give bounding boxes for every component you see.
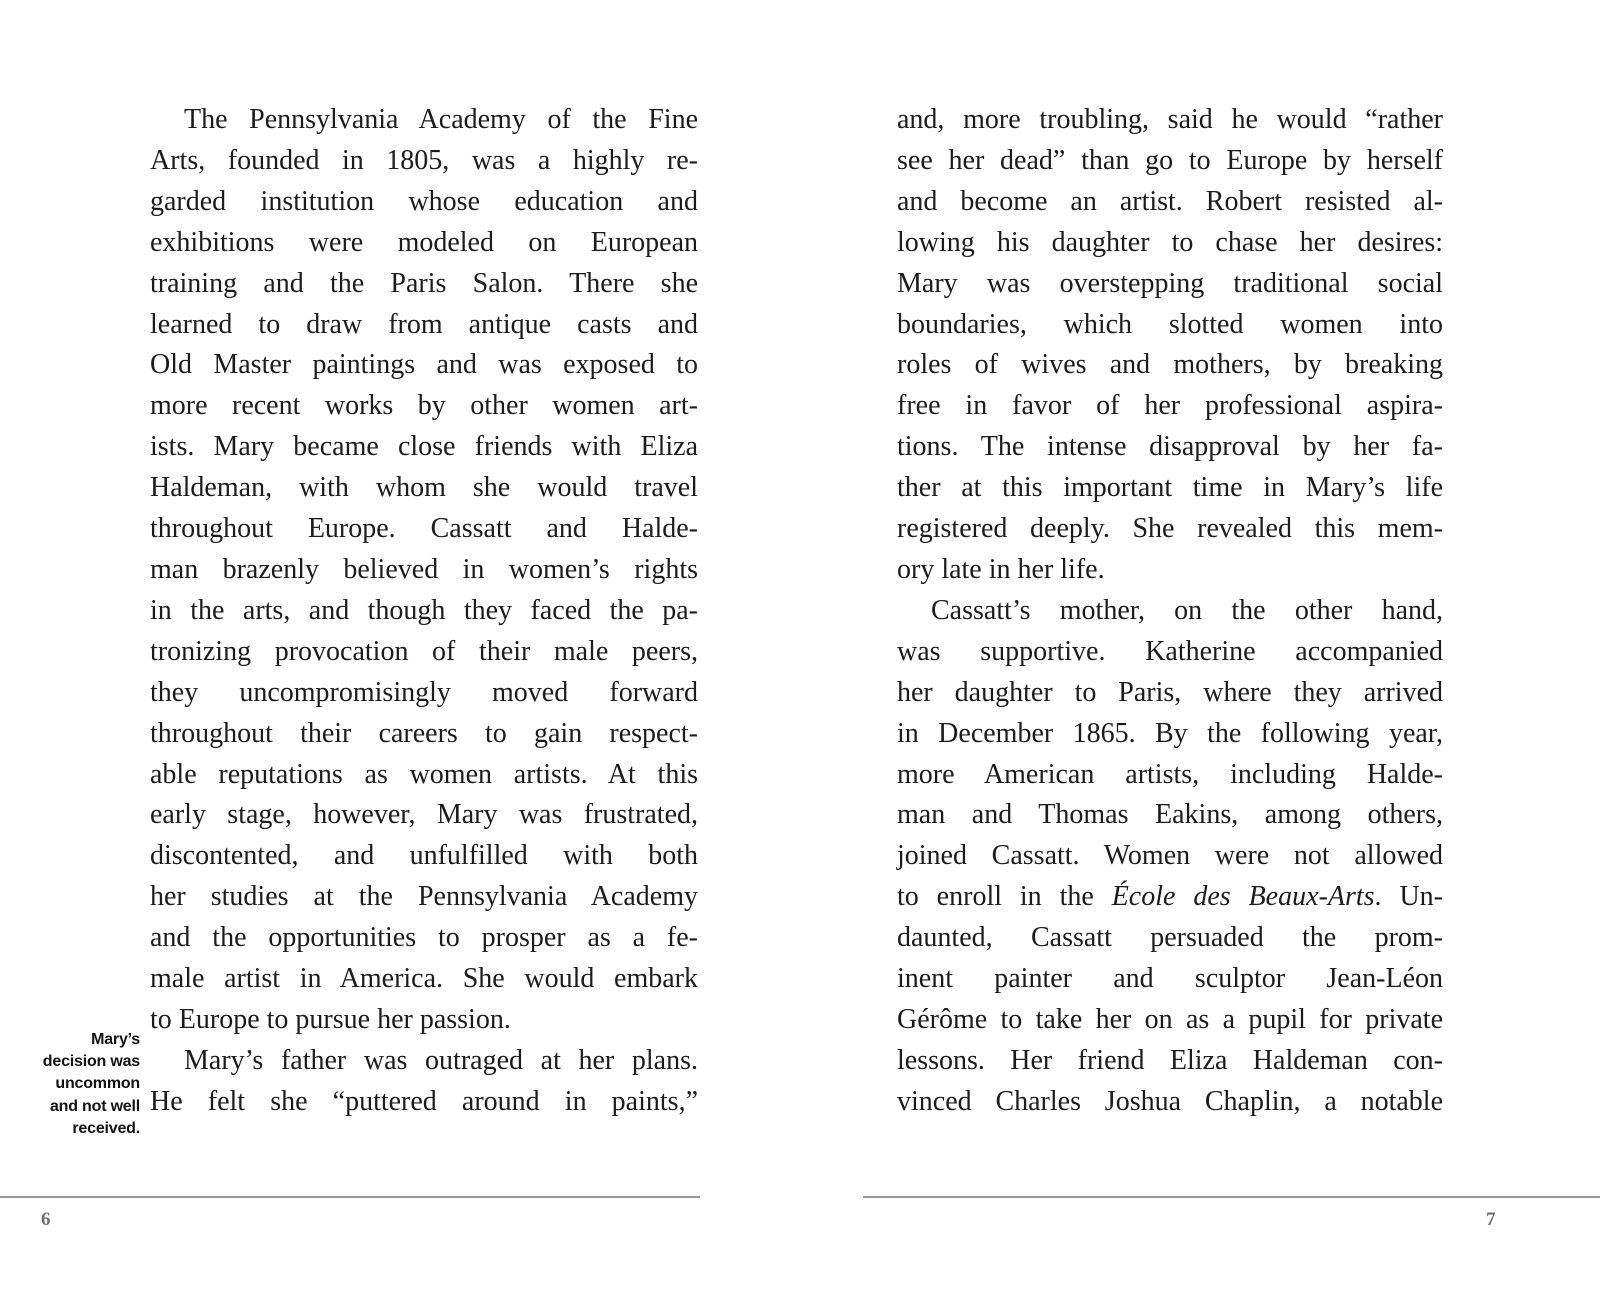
text-line [150, 468, 698, 509]
text-segment: man and Thomas Eakins, among others, [897, 799, 1443, 831]
text-line [897, 1000, 1443, 1041]
text-line [150, 632, 698, 673]
text-segment: . Un- [1374, 881, 1443, 913]
text-segment: and not well [49, 1097, 140, 1115]
text-segment: to enroll in the [897, 881, 1112, 913]
text-line [150, 836, 698, 877]
text-line [897, 836, 1443, 877]
text-line [897, 223, 1443, 264]
text-line [897, 264, 1443, 305]
text-line [897, 959, 1443, 1000]
text-line [150, 673, 698, 714]
text-segment: free in favor of her professional aspira- [897, 390, 1443, 422]
text-segment: uncommon [55, 1075, 140, 1093]
text-line [150, 223, 698, 264]
left-page-number: 6 [41, 1209, 51, 1230]
text-line [150, 1041, 698, 1082]
text-line [897, 305, 1443, 346]
text-line [897, 182, 1443, 223]
text-line [150, 427, 698, 468]
right-page-body-text [897, 100, 1443, 1123]
text-segment: decision was [42, 1053, 140, 1071]
text-line [897, 918, 1443, 959]
text-line [897, 632, 1443, 673]
text-segment: throughout Europe. Cassatt and Halde- [150, 513, 698, 545]
text-line [897, 1041, 1443, 1082]
text-line [150, 1000, 698, 1041]
text-line [897, 427, 1443, 468]
text-line [150, 714, 698, 755]
text-segment: ther at this important time in Mary’s life [897, 472, 1443, 504]
text-segment: Gérôme to take her on as a pupil for private [897, 1003, 1443, 1035]
text-segment: man brazenly believed in women’s rights [150, 553, 698, 585]
text-segment: The Pennsylvania Academy of the Fine [184, 104, 698, 135]
text-line [897, 550, 1443, 591]
text-segment: and become an artist. Robert resisted al- [897, 185, 1443, 217]
text-segment: received. [72, 1119, 140, 1137]
text-line [897, 877, 1443, 918]
text-line [897, 714, 1443, 755]
text-segment: garded institution whose education and [150, 185, 698, 217]
text-segment: lessons. Her friend Eliza Haldeman con- [897, 1044, 1443, 1076]
text-segment: Cassatt’s mother, on the other hand, [931, 594, 1443, 626]
text-line [897, 468, 1443, 509]
text-segment: and the opportunities to prosper as a fe- [150, 922, 698, 954]
text-line [897, 591, 1443, 632]
text-segment: Mary was overstepping traditional social [897, 267, 1443, 299]
text-line [150, 141, 698, 182]
text-line [150, 918, 698, 959]
text-segment: joined Cassatt. Women were not allowed [897, 840, 1443, 872]
text-line [150, 100, 698, 141]
text-line [897, 755, 1443, 796]
text-segment: discontented, and unfulfilled with both [150, 840, 698, 872]
text-segment: Mary’s [91, 1031, 140, 1048]
text-line [26, 1051, 140, 1073]
text-line [26, 1118, 140, 1140]
text-segment: vinced Charles Joshua Chaplin, a notable [897, 1085, 1443, 1117]
text-segment: boundaries, which slotted women into [897, 308, 1443, 340]
text-line [150, 264, 698, 305]
text-line [897, 509, 1443, 550]
text-line [150, 182, 698, 223]
right-page-number: 7 [1486, 1209, 1496, 1230]
text-line [26, 1073, 140, 1095]
text-segment: her studies at the Pennsylvania Academy [150, 881, 698, 913]
text-segment: lowing his daughter to chase her desires: [897, 226, 1443, 258]
text-segment: roles of wives and mothers, by breaking [897, 349, 1443, 381]
italic-text-segment: École des Beaux-Arts [1111, 881, 1375, 913]
text-line [150, 550, 698, 591]
text-segment: tions. The intense disapproval by her fa- [897, 431, 1443, 463]
text-segment: more recent works by other women art- [150, 390, 698, 422]
text-segment: Old Master paintings and was exposed to [150, 349, 698, 381]
text-line [897, 386, 1443, 427]
page-right [800, 0, 1600, 1300]
text-segment: ists. Mary became close friends with Eliza [150, 431, 698, 463]
text-line [150, 755, 698, 796]
text-line [150, 305, 698, 346]
text-line [150, 509, 698, 550]
text-line [150, 345, 698, 386]
text-line [150, 877, 698, 918]
text-segment: throughout their careers to gain respect- [150, 717, 698, 749]
text-line [26, 1096, 140, 1118]
text-segment: early stage, however, Mary was frustrated, [150, 799, 698, 831]
text-segment: in December 1865. By the following year, [897, 717, 1443, 749]
text-segment: to Europe to pursue her passion. [150, 1003, 511, 1035]
text-line [150, 386, 698, 427]
text-segment: He felt she “puttered around in paints,” [150, 1085, 698, 1117]
text-line [897, 141, 1443, 182]
text-segment: ory late in her life. [897, 553, 1105, 585]
text-line [897, 345, 1443, 386]
text-segment: male artist in America. She would embark [150, 963, 698, 995]
text-segment: see her dead” than go to Europe by herself [897, 144, 1443, 176]
text-line [150, 795, 698, 836]
text-segment: Arts, founded in 1805, was a highly re- [150, 144, 698, 176]
left-page-body-text [150, 100, 698, 1123]
text-segment: in the arts, and though they faced the pa- [150, 594, 698, 626]
text-segment: more American artists, including Halde- [897, 758, 1443, 790]
text-segment: inent painter and sculptor Jean-Léon [897, 963, 1443, 995]
text-line [897, 673, 1443, 714]
text-line [150, 959, 698, 1000]
text-segment: and, more troubling, said he would “rather [897, 104, 1443, 135]
text-segment: her daughter to Paris, where they arrived [897, 676, 1443, 708]
text-segment: Haldeman, with whom she would travel [150, 472, 698, 504]
text-segment: daunted, Cassatt persuaded the prom- [897, 922, 1443, 954]
text-segment: learned to draw from antique casts and [150, 308, 698, 340]
text-line [26, 1029, 140, 1051]
margin-note [26, 1029, 140, 1140]
text-line [897, 795, 1443, 836]
text-segment: Mary’s father was outraged at her plans. [184, 1044, 698, 1076]
text-segment: training and the Paris Salon. There she [150, 267, 698, 299]
text-line [897, 1082, 1443, 1123]
text-segment: they uncompromisingly moved forward [150, 676, 698, 708]
text-line [897, 100, 1443, 141]
text-line [150, 1082, 698, 1123]
text-line [150, 591, 698, 632]
left-footer-rule [0, 1196, 700, 1198]
text-segment: able reputations as women artists. At this [150, 758, 698, 790]
text-segment: registered deeply. She revealed this mem- [897, 513, 1443, 545]
text-segment: tronizing provocation of their male peers, [150, 635, 698, 667]
text-segment: was supportive. Katherine accompanied [897, 635, 1443, 667]
text-segment: exhibitions were modeled on European [150, 226, 698, 258]
right-footer-rule [863, 1196, 1600, 1198]
